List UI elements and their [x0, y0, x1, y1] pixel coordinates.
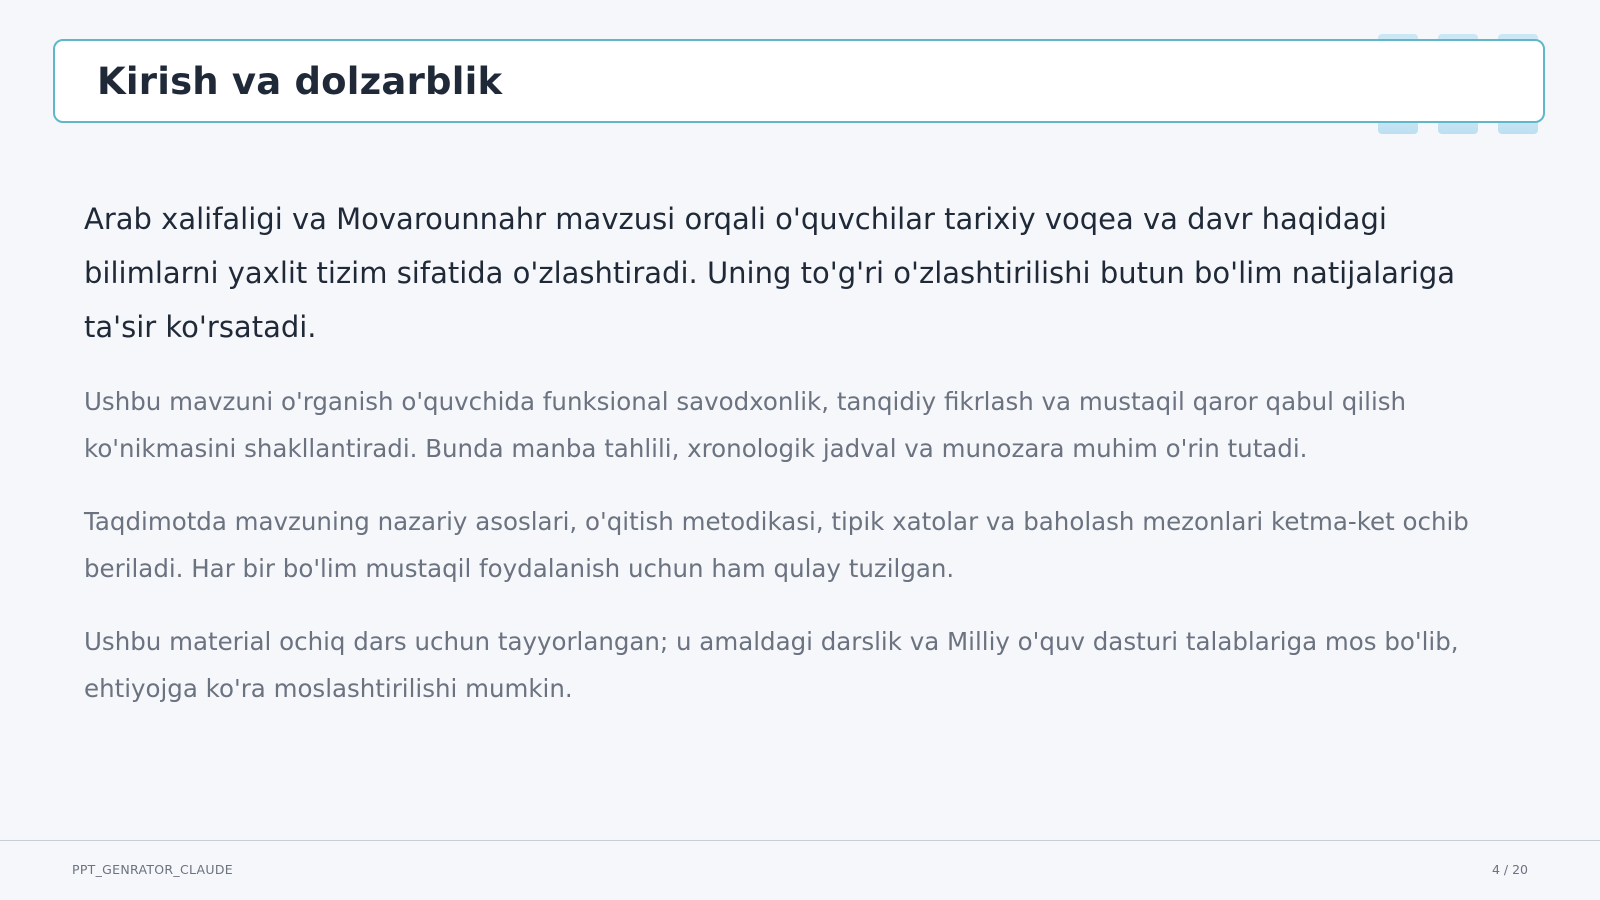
page-number: 4 / 20	[1491, 862, 1528, 877]
body-paragraph: Taqdimotda mavzuning nazariy asoslari, o'qitish metodikasi, tipik xatolar va baholash mezonlari ketma-ket ochib beriladi. Har bir bo'lim mustaqil foydalanish uchun ham qulay tuzilgan.	[84, 507, 1469, 583]
footer-brand: PPT_GENRATOR_CLAUDE	[72, 862, 233, 877]
slide-title: Kirish va dolzarblik	[97, 59, 503, 103]
body-paragraph: Ushbu mavzuni o'rganish o'quvchida funksional savodxonlik, tanqidiy fikrlash va mustaqil qaror qabul qilish ko'nikmasini shakllantiradi. Bunda manba tahlili, xronologik jadval va munozara muhim o'rin tutadi.	[84, 387, 1407, 463]
slide-content	[84, 192, 1524, 712]
slide-footer	[0, 840, 1600, 900]
lead-paragraph: Arab xalifaligi va Movarounnahr mavzusi orqali o'quvchilar tarixiy voqea va davr haqidagi bilimlarni yaxlit tizim sifatida o'zlashtiradi. Uning to'g'ri o'zlashtirilishi butun bo'lim natijalariga ta'sir ko'rsatadi.	[84, 202, 1456, 344]
body-paragraph: Ushbu material ochiq dars uchun tayyorlangan; u amaldagi darslik va Milliy o'quv dasturi talablariga mos bo'lib, ehtiyojga ko'ra moslashtirilishi mumkin.	[84, 627, 1459, 703]
title-card	[53, 39, 1545, 123]
